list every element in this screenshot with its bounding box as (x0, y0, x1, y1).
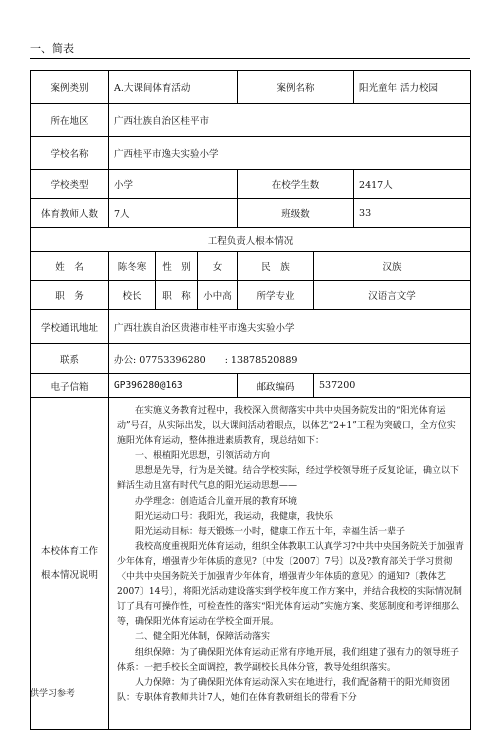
body-paragraph: 人力保障：为了确保阳光体育运动深入实在地进行，我们配备精干的阳光师资团队：专职体育教师共计7人，她们在体育教研组长的带看下分 (117, 677, 451, 703)
row-teachers (31, 199, 471, 228)
body-paragraph: 在实施义务教育过程中，我校深入贯彻落实中共中央国务院发出的“阳光体育运动”号召，从实际出发，以大课间活动着眼点，以体艺“2+1”工程为突破口，全方位实施阳光体育运动，整体推进素质教育，现总结如下： (117, 406, 456, 447)
body-paragraph: 我校高度重视阳光体育运动，组织全体教职工认真学习?中共中央国务院关于加强青少年体育，增强青少年体质的意见?〔中发〔2007〕7号〕以及?教育部关于学习贯彻〈中共中央国务院关于加强青少年体育，增强青少年体质的意见〉的通知?〔教体艺2007〕14号〕，将阳光活动建设落实到学校年度工作方案中，并结合我校的实际情况制订了具有可操作性，可检查性的落实“阳光体育运动”实施方案、奖惩制度和考评细那么等，确保阳光体育运动在学校全面开展。 (117, 541, 464, 628)
header-rule (30, 58, 470, 59)
summary-table (30, 70, 471, 730)
school-type-value: 小学 (109, 170, 238, 199)
school-name-value: 广西桂平市逸夫实验小学 (109, 137, 471, 170)
case-name-label: 案例名称 (238, 71, 354, 104)
name-label: 姓 名 (31, 252, 109, 281)
email-value: GP396280@163 (109, 374, 238, 398)
teachers-label: 体育教师人数 (31, 199, 109, 228)
students-label: 在校学生数 (238, 170, 354, 199)
leader-heading: 工程负责人根本情况 (31, 228, 471, 252)
body-paragraph: 思想是先导，行为是关键。结合学校实际，经过学校领导班子反复论证，确立以下鲜活生动且富有时代气息的阳光运动思想—— (117, 466, 460, 492)
footer-note: 供学习参考 (30, 689, 76, 699)
contact-value: 办公: 07753396280 : 13878520889 (109, 344, 471, 374)
school-name-label: 学校名称 (31, 137, 109, 170)
side-label (31, 398, 109, 730)
row-region (31, 104, 471, 137)
title-label: 职 称 (156, 281, 198, 310)
region-label: 所在地区 (31, 104, 109, 137)
side-label-line-1: 本校体育工作 (40, 545, 98, 557)
row-description (31, 398, 471, 730)
major-label: 所学专业 (238, 281, 314, 310)
body-paragraph: 一、根植阳光思想，引领活动方向 (135, 451, 271, 462)
address-value: 广西壮族自治区贵港市桂平市逸夫实验小学 (109, 310, 471, 344)
body-paragraph: 阳光运动口号：我阳光，我运动，我健康，我快乐 (135, 511, 334, 522)
section-title: 一、简表 (30, 42, 74, 55)
ethnic-label: 民 族 (238, 252, 314, 281)
row-case-type (31, 71, 471, 104)
case-type-value: A.大课间体育活动 (109, 71, 238, 104)
position-value: 校长 (109, 281, 156, 310)
row-email (31, 374, 471, 398)
row-contact (31, 344, 471, 374)
description-body (109, 398, 471, 730)
body-paragraph: 阳光运动目标：每天锻炼一小时，健康工作五十年，幸福生活一辈子 (135, 526, 406, 537)
gender-label: 性 别 (156, 252, 198, 281)
address-label: 学校通讯地址 (31, 310, 109, 344)
side-label-line-2: 根本情况说明 (40, 569, 98, 581)
body-paragraph: 组织保障：为了确保阳光体育运动正常有序地开展，我们组建了强有力的领导班子体系：一把手校长全面调控，教学副校长具体分管，教导处组织落实。 (117, 647, 460, 673)
row-leader-heading (31, 228, 471, 252)
major-value: 汉语言文学 (314, 281, 471, 310)
case-type-label: 案例类别 (31, 71, 109, 104)
row-leader-position (31, 281, 471, 310)
name-value: 陈冬寒 (109, 252, 156, 281)
classes-value: 33 (354, 199, 471, 228)
case-name-value: 阳光童年 活力校园 (354, 71, 471, 104)
postcode-label: 邮政编码 (238, 374, 314, 398)
email-label: 电子信箱 (31, 374, 109, 398)
classes-label: 班级数 (238, 199, 354, 228)
position-label: 职 务 (31, 281, 109, 310)
region-value: 广西壮族自治区桂平市 (109, 104, 471, 137)
body-paragraph: 二、健全阳光体制，保障活动落实 (135, 632, 271, 643)
school-type-label: 学校类型 (31, 170, 109, 199)
row-school-type (31, 170, 471, 199)
postcode-value: 537200 (314, 374, 471, 398)
gender-value: 女 (198, 252, 238, 281)
row-school-name (31, 137, 471, 170)
title-value: 小中高 (198, 281, 238, 310)
contact-label: 联系 (31, 344, 109, 374)
row-leader-name (31, 252, 471, 281)
body-paragraph: 办学理念：创造适合儿童开展的教育环境 (135, 496, 298, 507)
teachers-value: 7人 (109, 199, 238, 228)
ethnic-value: 汉族 (314, 252, 471, 281)
students-value: 2417人 (354, 170, 471, 199)
row-address (31, 310, 471, 344)
